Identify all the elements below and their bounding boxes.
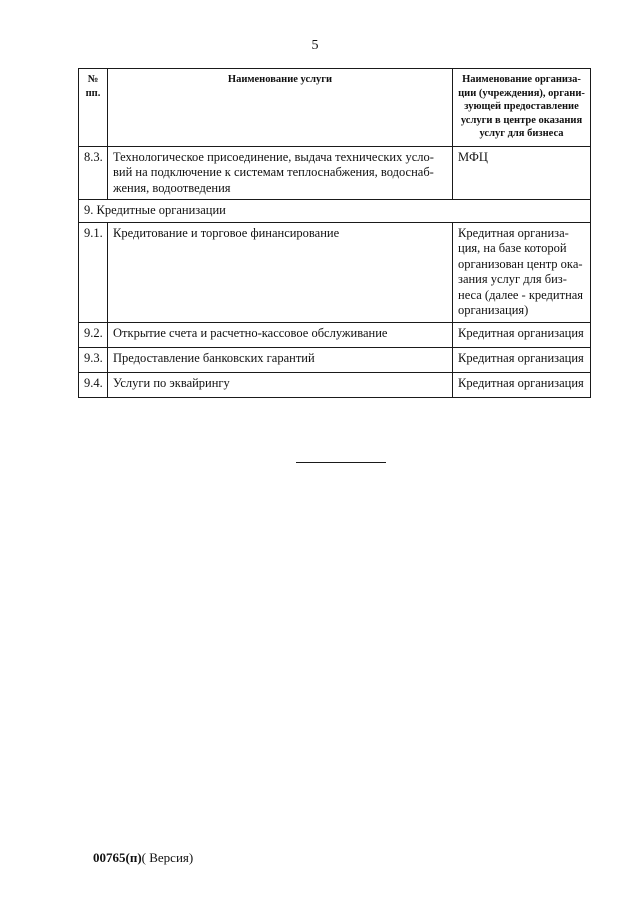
row-number: 9.4.	[79, 372, 108, 397]
service-name: Услуги по эквайрингу	[108, 372, 453, 397]
row-number: 8.3.	[79, 146, 108, 200]
section-title: 9. Кредитные организации	[79, 200, 591, 223]
row-number: 9.2.	[79, 322, 108, 347]
end-rule-divider	[296, 462, 386, 463]
section-row	[79, 200, 591, 223]
organization-name: МФЦ	[453, 146, 591, 200]
organization-name: Кредитная организа-ция, на базе которой организован центр ока-зания услуг для биз-неса (далее - кредитная организация)	[453, 222, 591, 322]
organization-name: Кредитная организация	[453, 322, 591, 347]
document-code	[93, 850, 193, 866]
service-name: Кредитование и торговое финансирование	[108, 222, 453, 322]
table-row	[79, 347, 591, 372]
service-name: Предоставление банковских гарантий	[108, 347, 453, 372]
organization-name: Кредитная организация	[453, 372, 591, 397]
page-number: 5	[311, 38, 319, 53]
document-code-number: 00765(п)	[93, 850, 142, 865]
header-organization: Наименование организа-ции (учреждения), органи-зующей предоставление услуги в центре оказания услуг для бизнеса	[453, 69, 591, 147]
header-service: Наименование услуги	[108, 69, 453, 147]
header-num: № пп.	[79, 69, 108, 147]
row-number: 9.1.	[79, 222, 108, 322]
organization-name: Кредитная организация	[453, 347, 591, 372]
document-version: ( Версия)	[141, 850, 194, 865]
services-table	[78, 68, 591, 398]
table-row	[79, 146, 591, 200]
row-number: 9.3.	[79, 347, 108, 372]
service-name: Технологическое присоединение, выдача технических усло-вий на подключение к системам теплоснабжения, водоснаб-жения, водоотведения	[108, 146, 453, 200]
service-name: Открытие счета и расчетно-кассовое обслуживание	[108, 322, 453, 347]
table-header-row	[79, 69, 591, 147]
table-row	[79, 372, 591, 397]
table-row	[79, 322, 591, 347]
table-row	[79, 222, 591, 322]
